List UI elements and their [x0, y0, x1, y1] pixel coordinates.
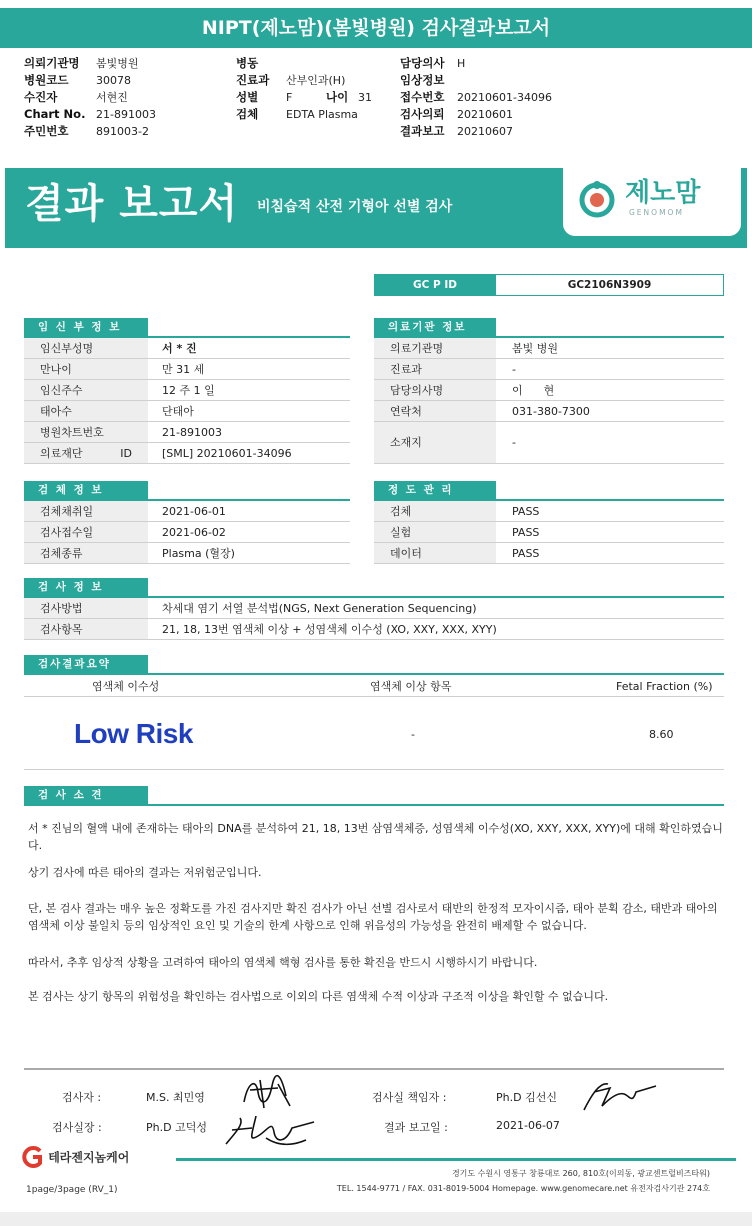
- report-banner: [5, 168, 747, 248]
- table-row: [24, 543, 350, 564]
- age-label: 나이: [326, 90, 349, 104]
- pregnant-info-header: 임 신 부 정 보: [24, 318, 148, 336]
- meta-label: 임상정보: [400, 73, 445, 87]
- row-value: 만 31 세: [162, 363, 205, 376]
- meta-label: 접수번호: [400, 90, 445, 104]
- risk-result: Low Risk: [74, 718, 193, 749]
- table-row: [24, 422, 350, 443]
- table-row: [24, 443, 350, 464]
- company-name: 테라젠지놈케어: [48, 1150, 130, 1165]
- fetal-fraction-value: 8.60: [649, 728, 674, 741]
- row-label: 병원차트번호: [24, 422, 148, 442]
- specimen-info-header: 검 체 정 보: [24, 481, 148, 499]
- banner-title: 결과 보고서: [25, 181, 239, 227]
- row-value: Plasma (혈장): [162, 547, 235, 560]
- row-value: 봄빛 병원: [512, 342, 559, 355]
- row-value: -: [512, 436, 516, 449]
- row-label: 의료기관명: [374, 338, 496, 358]
- meta-value: 봄빛병원: [96, 57, 139, 70]
- row-value: 21-891003: [162, 426, 222, 439]
- table-row: [374, 380, 724, 401]
- meta-value: F: [286, 91, 293, 104]
- meta-value: 30078: [96, 74, 131, 87]
- row-value: 서 * 진: [162, 342, 197, 355]
- row-label: 검체채취일: [24, 501, 148, 521]
- row-label: 데이터: [374, 543, 496, 563]
- meta-value: H: [457, 57, 466, 70]
- qc-status: PASS: [512, 505, 540, 518]
- genomom-logo: [563, 168, 741, 236]
- meta-value: 산부인과(H): [286, 74, 346, 87]
- company-contact: TEL. 1544-9771 / FAX. 031-8019-5004 Homepage. www.genomecare.net 유전자검사기관 274호: [336, 1184, 710, 1193]
- row-label: 임신주수: [24, 380, 148, 400]
- table-row: [374, 501, 724, 522]
- qc-status: PASS: [512, 526, 540, 539]
- terragen-logo: [20, 1146, 129, 1168]
- row-value: 단태아: [162, 405, 194, 418]
- opinion-paragraph: 따라서, 추후 임상적 상황을 고려하여 태아의 염색체 핵형 검사를 통한 확진을 반드시 시행하시기 바랍니다.: [28, 956, 538, 969]
- meta-value: EDTA Plasma: [286, 108, 358, 121]
- test-info-table: [24, 598, 724, 640]
- report-title: NIPT(제노맘)(봄빛병원) 검사결과보고서: [0, 8, 752, 48]
- opinion-paragraph: 상기 검사에 따른 태아의 결과는 저위험군입니다.: [28, 866, 262, 879]
- director-label: 검사실장 :: [52, 1121, 102, 1134]
- section-divider: [24, 804, 724, 806]
- meta-label: 성별: [236, 90, 259, 104]
- patient-meta: [24, 55, 744, 155]
- row-label: 연락처: [374, 401, 496, 421]
- qc-info-table: [374, 501, 724, 564]
- section-divider: [24, 673, 724, 675]
- row-value: 12 주 1 일: [162, 384, 215, 397]
- signature-divider: [24, 1068, 724, 1070]
- row-label: 태아수: [24, 401, 148, 421]
- table-row: [374, 401, 724, 422]
- row-value: 이 현: [512, 384, 555, 397]
- column-header: 염색체 이수성: [92, 680, 160, 693]
- opinion-header: 검 사 소 견: [24, 786, 148, 804]
- table-row: [24, 619, 724, 640]
- summary-header: 검사결과요약: [24, 655, 148, 673]
- meta-label: 의뢰기관명: [24, 56, 80, 70]
- meta-value: 20210601-34096: [457, 91, 552, 104]
- banner-subtitle: 비침습적 산전 기형아 선별 검사: [257, 199, 453, 215]
- row-label: 담당의사명: [374, 380, 496, 400]
- table-row: [24, 501, 350, 522]
- row-label: 검사접수일: [24, 522, 148, 542]
- row-value: 2021-06-02: [162, 526, 226, 539]
- row-label: 진료과: [374, 359, 496, 379]
- lab-head-signature: [580, 1074, 660, 1118]
- row-label: 검사항목: [24, 619, 148, 639]
- opinion-paragraph: 단, 본 검사 결과는 매우 높은 정확도를 가진 검사지만 확진 검사가 아닌 선별 검사로서 태반의 한정적 모자이시즘, 태아 분획 감소, 태반과 태아의 염색체 이상 불일치 등의 임상적인 요인 및 기술의 한계 사항으로 인해 위음성의 가능성을 완전히 배제할 수 없습니다.: [28, 902, 718, 932]
- row-label: 실험: [374, 522, 496, 542]
- table-row: [374, 338, 724, 359]
- meta-column-3: [400, 55, 552, 140]
- gcp-id-value: GC2106N3909: [496, 274, 724, 296]
- opinion-paragraph: 본 검사는 상기 항목의 위험성을 확인하는 검사법으로 이외의 다른 염색체 수적 이상과 구조적 이상을 확인할 수 없습니다.: [28, 990, 609, 1003]
- specimen-info-table: [24, 501, 350, 564]
- meta-column-2: [236, 55, 372, 123]
- meta-value: 20210601: [457, 108, 513, 121]
- row-label: 임신부성명: [24, 338, 148, 358]
- table-row: [24, 359, 350, 380]
- table-row: [374, 543, 724, 564]
- column-header: Fetal Fraction (%): [616, 680, 713, 693]
- summary-table-header: [24, 679, 724, 697]
- meta-value: 21-891003: [96, 108, 156, 121]
- row-label: 만나이: [24, 359, 148, 379]
- logo-text: 제노맘: [625, 178, 701, 208]
- institution-info-table: [374, 338, 724, 464]
- meta-label: Chart No.: [24, 107, 86, 121]
- meta-label: 진료과: [236, 73, 270, 87]
- meta-column-1: [24, 55, 156, 140]
- row-label: 의료재단 ID: [24, 443, 148, 463]
- lab-head-name: Ph.D 김선신: [496, 1091, 557, 1104]
- meta-label: 수진자: [24, 90, 58, 104]
- report-date-value: 2021-06-07: [496, 1119, 560, 1132]
- table-row: [24, 598, 724, 619]
- row-label: 검체: [374, 501, 496, 521]
- institution-info-header: 의료기관 정보: [374, 318, 496, 336]
- row-value: 21, 18, 13번 염색체 이상 + 성염색체 이수성 (XO, XXY, XXX, XYY): [162, 623, 497, 636]
- director-signature: [222, 1106, 318, 1152]
- pregnant-info-table: [24, 338, 350, 464]
- page-number: 1page/3page (RV_1): [26, 1185, 118, 1195]
- table-row: [24, 380, 350, 401]
- row-label: 소재지: [374, 422, 496, 463]
- abnormal-items-value: -: [411, 728, 415, 741]
- row-label: 검사방법: [24, 598, 148, 618]
- row-value: 차세대 염기 서열 분석법(NGS, Next Generation Sequencing): [162, 602, 477, 615]
- tester-name: M.S. 최민영: [146, 1091, 205, 1104]
- meta-label: 병원코드: [24, 73, 69, 87]
- table-row: [374, 359, 724, 380]
- test-info-header: 검 사 정 보: [24, 578, 148, 596]
- tester-label: 검사자 :: [62, 1091, 102, 1104]
- row-value: [SML] 20210601-34096: [162, 447, 292, 460]
- row-value: -: [512, 363, 516, 376]
- qc-status: PASS: [512, 547, 540, 560]
- terragen-logo-icon: [20, 1146, 44, 1168]
- meta-label: 주민번호: [24, 124, 69, 138]
- column-header: 염색체 이상 항목: [370, 680, 452, 693]
- gcp-id-label: GC P ID: [374, 274, 496, 296]
- page-bottom-strip: [0, 1212, 752, 1226]
- age-value: 31: [358, 91, 372, 104]
- row-divider: [24, 769, 724, 770]
- table-row: [24, 401, 350, 422]
- meta-label: 결과보고: [400, 124, 445, 138]
- meta-label: 검체: [236, 107, 259, 121]
- row-value: 031-380-7300: [512, 405, 590, 418]
- qc-info-header: 정 도 관 리: [374, 481, 496, 499]
- footer-divider: [176, 1158, 736, 1161]
- meta-label: 검사의뢰: [400, 107, 445, 121]
- company-address: 경기도 수원시 영통구 창룡대로 260, 810호(이의동, 광교센트럴비즈타워): [451, 1169, 710, 1178]
- table-row: [24, 338, 350, 359]
- meta-label: 담당의사: [400, 56, 445, 70]
- row-label: 검체종류: [24, 543, 148, 563]
- table-row: [24, 522, 350, 543]
- table-row: [374, 422, 724, 464]
- table-row: [374, 522, 724, 543]
- opinion-paragraph: 서 * 진님의 혈액 내에 존재하는 태아의 DNA를 분석하여 21, 18, 13번 삼염색체증, 성염색체 이수성(XO, XXY, XXX, XYY)에 대해 확인하였습니다.: [28, 822, 723, 852]
- meta-label: 병동: [236, 56, 259, 70]
- report-date-label: 결과 보고일 :: [384, 1121, 448, 1134]
- row-value: 2021-06-01: [162, 505, 226, 518]
- meta-value: 서현진: [96, 91, 128, 104]
- logo-subtext: GENOMOM: [629, 208, 684, 217]
- director-name: Ph.D 고덕성: [146, 1121, 207, 1134]
- genomom-logo-icon: [577, 178, 617, 218]
- lab-head-label: 검사실 책임자 :: [372, 1091, 447, 1104]
- meta-value: 20210607: [457, 125, 513, 138]
- meta-value: 891003-2: [96, 125, 149, 138]
